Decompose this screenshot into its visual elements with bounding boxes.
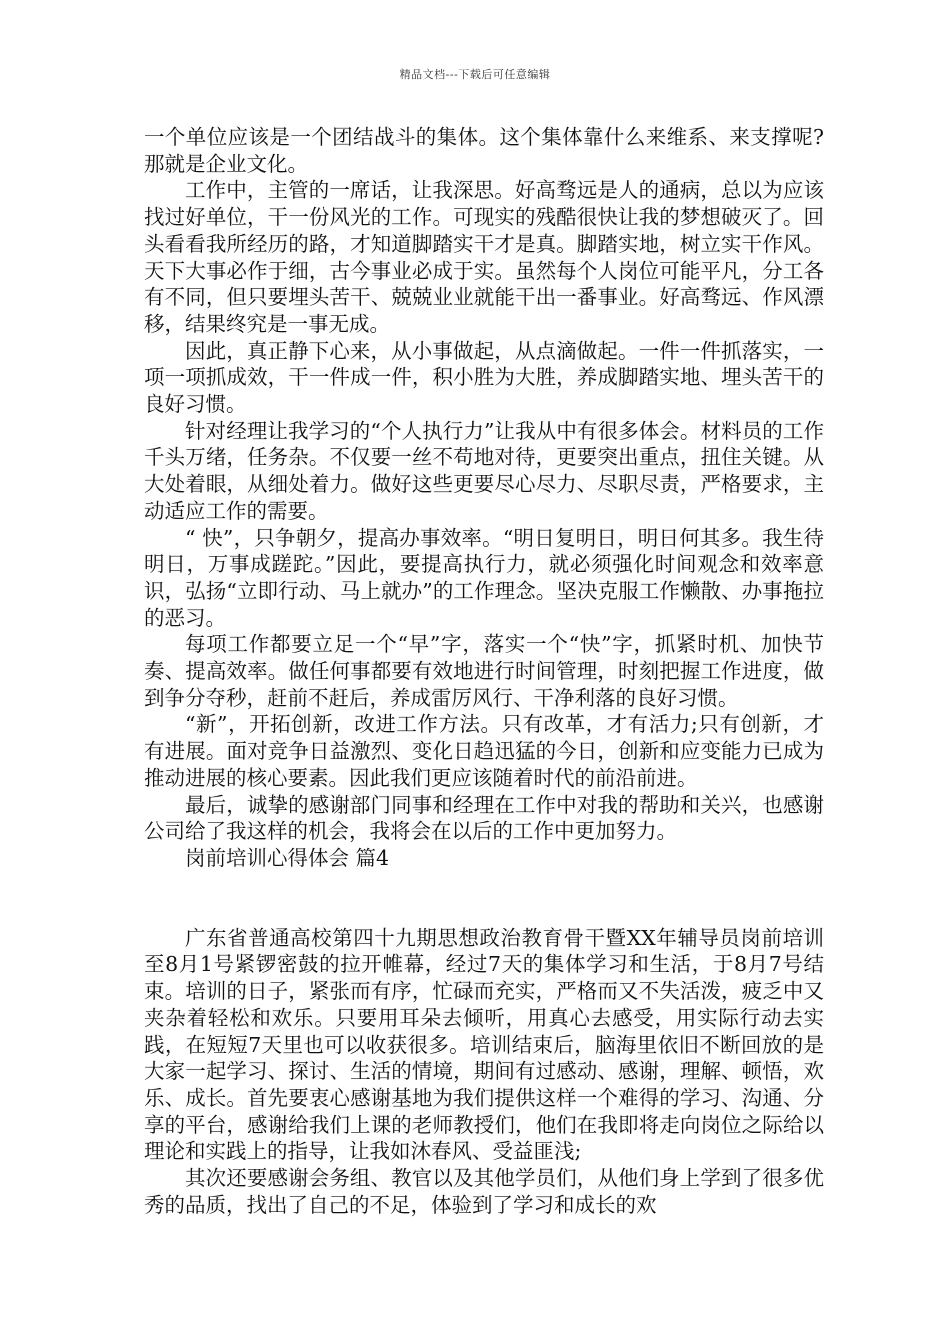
paragraph: “新”，开拓创新，改进工作方法。只有改革，才有活力;只有创新，才有进展。面对竞争日益激烈、变化日趋迅猛的今日，创新和应变能力已成为推动进展的核心要素。因此我们更应该随着时代的前沿前进。: [144, 712, 824, 790]
paragraph: 其次还要感谢会务组、教官以及其他学员们，从他们身上学到了很多优秀的品质，找出了自己的不足，体验到了学习和成长的欢: [144, 1166, 824, 1217]
paragraph: 一个单位应该是一个团结战斗的集体。这个集体靠什么来维系、来支撑呢?那就是企业文化。: [144, 125, 824, 176]
blank-line: [144, 872, 824, 925]
paragraph: 针对经理让我学习的“个人执行力”让我从中有很多体会。材料员的工作千头万绪，任务杂。不仅要一丝不苟地对待，更要突出重点，扭住关键。从大处着眼，从细处着力。做好这些更要尽心尽力、尽职尽责，严格要求，主动适应工作的需要。: [144, 418, 824, 523]
paragraph: 每项工作都要立足一个“早”字，落实一个“快”字，抓紧时机、加快节奏、提高效率。做任何事都要有效地进行时间管理，时刻把握工作进度，做到争分夺秒，赶前不赶后，养成雷厉风行、干净利落的良好习惯。: [144, 632, 824, 710]
paragraph: 最后，诚挚的感谢部门同事和经理在工作中对我的帮助和关兴，也感谢公司给了我这样的机会，我将会在以后的工作中更加努力。: [144, 792, 824, 844]
paragraph: 因此，真正静下心来，从小事做起，从点滴做起。一件一件抓落实，一项一项抓成效，干一件成一件，积小胜为大胜，养成脚踏实地、埋头苦干的良好习惯。: [144, 338, 824, 417]
section-heading: 岗前培训心得体会 篇4: [185, 845, 390, 870]
paragraph: 广东省普通高校第四十九期思想政治教育骨干暨XX年辅导员岗前培训至8月1号紧锣密鼓的拉开帷幕，经过7天的集体学习和生活，于8月7号结束。培训的日子，紧张而有序，忙碌而充实，严格而又不失活泼，疲乏中又夹杂着轻松和欢乐。只要用耳朵去倾听，用真心去感受，用实际行动去实践，在短短7天里也可以收获很多。培训结束后，脑海里依旧不断回放的是大家一起学习、探讨、生活的情境，期间有过感动、感谢，理解、顿悟，欢乐、成长。首先要衷心感谢基地为我们提供这样一个难得的学习、沟通、分享的平台，感谢给我们上课的老师教授们，他们在我即将走向岗位之际给以理论和实践上的指导，让我如沐春风、受益匪浅;: [144, 925, 824, 1164]
paragraph: 工作中，主管的一席话，让我深思。好高骛远是人的通病，总以为应该找过好单位，干一份风光的工作。可现实的残酷很快让我的梦想破灭了。回头看看我所经历的路，才知道脚踏实干才是真。脚踏实地，树立实干作风。天下大事必作于细，古今事业必成于实。虽然每个人岗位可能平凡，分工各有不同，但只要埋头苦干、兢兢业业就能干出一番事业。好高骛远、作风漂移，结果终究是一事无成。: [144, 178, 824, 336]
page-header: 精品文档---下载后可任意编辑: [399, 68, 551, 81]
paragraph: “ 快”，只争朝夕，提高办事效率。“明日复明日，明日何其多。我生待明日，万事成蹉跎。”因此，要提高执行力，就必须强化时间观念和效率意识，弘扬“立即行动、马上就办”的工作理念。坚决克服工作懒散、办事拖拉的恶习。: [144, 525, 824, 630]
document-body: [144, 124, 824, 1218]
